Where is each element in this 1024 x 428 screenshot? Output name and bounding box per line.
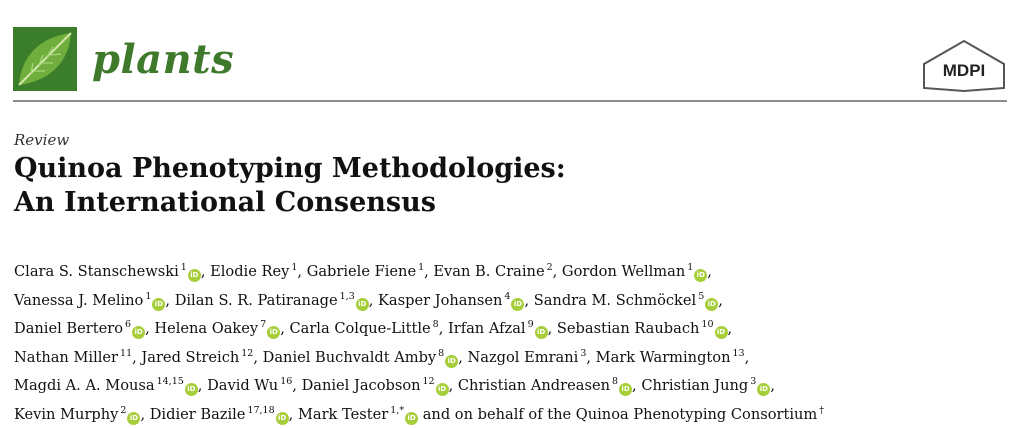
author-name-text: Gabriele Fiene [306,263,417,280]
orcid-icon[interactable]: iD [436,383,449,396]
author-name-text: Daniel Jacobson [301,377,421,395]
affiliation-number: 1,3 [339,290,355,302]
author-name[interactable] [154,320,289,337]
author-line [14,399,1019,428]
author-line [14,313,1019,342]
author-name[interactable] [378,292,534,309]
orcid-icon[interactable]: iD [619,383,632,396]
author-name-text: Vanessa J. Melino [14,291,144,309]
author-name-text: Sebastian Raubach [556,320,700,338]
affiliation-number: 7 [260,319,267,331]
author-separator: , [165,291,175,309]
affiliation-number: † [819,404,824,416]
affiliation-number: 2 [546,262,553,273]
affiliation-number: 8 [611,376,619,388]
affiliation-number: 17,18 [247,404,275,416]
author-name-text: Mark Warmington [595,348,731,366]
orcid-icon[interactable]: iD [705,298,718,311]
author-separator: , [707,263,712,280]
orcid-icon[interactable]: iD [445,355,458,368]
journal-title: plants [92,36,235,83]
affiliation-number: 11 [120,347,133,359]
author-separator: , [718,291,723,309]
author-separator: , [200,263,211,280]
author-name[interactable] [298,406,423,423]
author-name-text: Kevin Murphy [14,405,119,423]
header-divider [13,100,1007,102]
author-separator: , [770,377,775,395]
orcid-icon[interactable]: iD [276,412,289,425]
author-list [14,256,1019,428]
author-name-text: Jared Streich [141,348,240,366]
author-name-text: Kasper Johansen [378,291,503,309]
affiliation-number: 3 [580,347,587,359]
author-line [14,285,1019,314]
author-line [14,370,1019,399]
affiliation-number: 3 [750,376,757,388]
author-name-text: Dilan S. R. Patiranage [174,291,338,309]
title-line: Quinoa Phenotyping Methodologies: [14,153,566,184]
author-separator: , [744,348,750,366]
affiliation-number: 9 [527,319,534,331]
mdpi-logo-text: MDPI [942,61,986,80]
affiliation-number: 16 [280,376,293,388]
orcid-icon[interactable]: iD [132,326,145,339]
author-separator: , [424,263,434,280]
orcid-icon[interactable]: iD [694,269,707,282]
author-name-text: Christian Andreasen [457,377,610,395]
author-separator: , [145,320,155,338]
author-name[interactable] [641,377,775,394]
author-name-text: Magdi A. A. Mousa [14,377,155,395]
author-separator: , [458,348,468,366]
article-title [14,152,566,220]
author-name[interactable] [448,320,557,337]
author-name[interactable] [207,377,301,394]
author-separator: , [253,348,263,366]
author-name[interactable] [534,292,723,309]
author-name[interactable] [468,349,596,366]
author-name[interactable] [141,349,262,366]
author-name[interactable] [557,320,732,337]
journal-header [0,0,1024,100]
author-name[interactable] [458,377,641,394]
affiliation-number: 2 [120,404,127,416]
affiliation-number: 1 [687,262,694,273]
author-name-text: Christian Jung [641,377,749,395]
affiliation-number: 5 [698,290,705,302]
author-name-text: Gordon Wellman [561,263,686,280]
author-name-text: Sandra M. Schmöckel [533,291,697,309]
affiliation-number: 14,15 [156,376,184,388]
author-name-text: David Wu [207,377,279,395]
leaf-icon [13,27,77,91]
author-name[interactable] [14,292,175,309]
author-separator: , [140,405,150,423]
author-name-text: Evan B. Craine [433,263,545,280]
author-name[interactable] [14,263,210,280]
orcid-icon[interactable]: iD [267,326,280,339]
orcid-icon[interactable]: iD [188,269,201,282]
author-name[interactable] [596,349,750,366]
author-name-text: Mark Tester [297,405,389,423]
author-separator: , [547,320,557,338]
affiliation-number: 1,* [390,404,405,416]
author-name-text: Nathan Miller [14,348,119,366]
author-separator: , [132,348,142,366]
author-name-text: Irfan Afzal [447,320,526,338]
author-name-text: Helena Oakey [154,320,259,338]
affiliation-number: 1 [145,290,152,302]
author-name[interactable] [14,349,141,366]
author-name[interactable] [14,377,207,394]
affiliation-number: 1 [180,262,187,273]
author-separator: , [552,263,562,280]
orcid-icon[interactable]: iD [511,298,524,311]
article-type: Review [14,131,70,149]
author-name[interactable] [263,349,468,366]
affiliation-number: 12 [241,347,254,359]
author-name[interactable] [175,292,378,309]
affiliation-number: 12 [422,376,435,388]
author-separator: , [632,377,642,395]
author-name-text: Clara S. Stanschewski [14,263,179,280]
orcid-icon[interactable]: iD [152,298,165,311]
orcid-icon[interactable]: iD [356,298,369,311]
affiliation-number: 4 [504,290,511,302]
author-separator: , [292,377,302,395]
orcid-icon[interactable]: iD [185,383,198,396]
orcid-icon[interactable]: iD [715,326,728,339]
author-name[interactable] [562,263,712,280]
title-line: An International Consensus [14,187,436,218]
author-name-text: Daniel Bertero [14,320,124,338]
author-name[interactable] [307,263,434,280]
author-name-text: Nazgol Emrani [467,348,579,366]
affiliation-number: 10 [701,319,714,331]
author-name-text: Didier Bazile [149,405,246,423]
affiliation-number: 6 [125,319,132,331]
author-name[interactable] [14,406,150,423]
plants-leaf-logo [13,27,77,91]
author-name[interactable] [14,320,154,337]
author-separator: , [297,263,307,280]
author-name[interactable] [150,406,298,423]
author-name[interactable] [289,320,448,337]
author-separator: , [524,291,534,309]
author-line [14,256,1019,285]
orcid-icon[interactable]: iD [535,326,548,339]
author-name[interactable] [433,263,562,280]
author-name-text: Elodie Rey [210,263,290,280]
author-separator: , [586,348,596,366]
orcid-icon[interactable]: iD [405,412,418,425]
author-name-text: and on behalf of the Quinoa Phenotyping Consortium [422,405,818,423]
author-line [14,342,1019,371]
affiliation-number: 13 [732,347,745,359]
author-name-text: Daniel Buchvaldt Amby [262,348,437,366]
orcid-icon[interactable]: iD [127,412,140,425]
author-separator: , [438,320,448,338]
affiliation-number: 8 [438,347,445,359]
author-separator: , [197,377,208,395]
author-name[interactable] [210,263,307,280]
orcid-icon[interactable]: iD [757,383,770,396]
author-name[interactable] [302,377,458,394]
author-name[interactable] [423,406,824,423]
mdpi-logo [918,38,1010,94]
author-name-text: Carla Colque-Little [289,320,431,338]
affiliation-number: 1 [418,262,425,273]
author-separator: , [280,320,290,338]
author-separator: , [288,405,298,423]
author-separator: , [368,291,379,309]
author-separator: , [727,320,733,338]
author-separator: , [448,377,458,395]
affiliation-number: 1 [291,262,298,273]
affiliation-number: 8 [432,319,439,331]
